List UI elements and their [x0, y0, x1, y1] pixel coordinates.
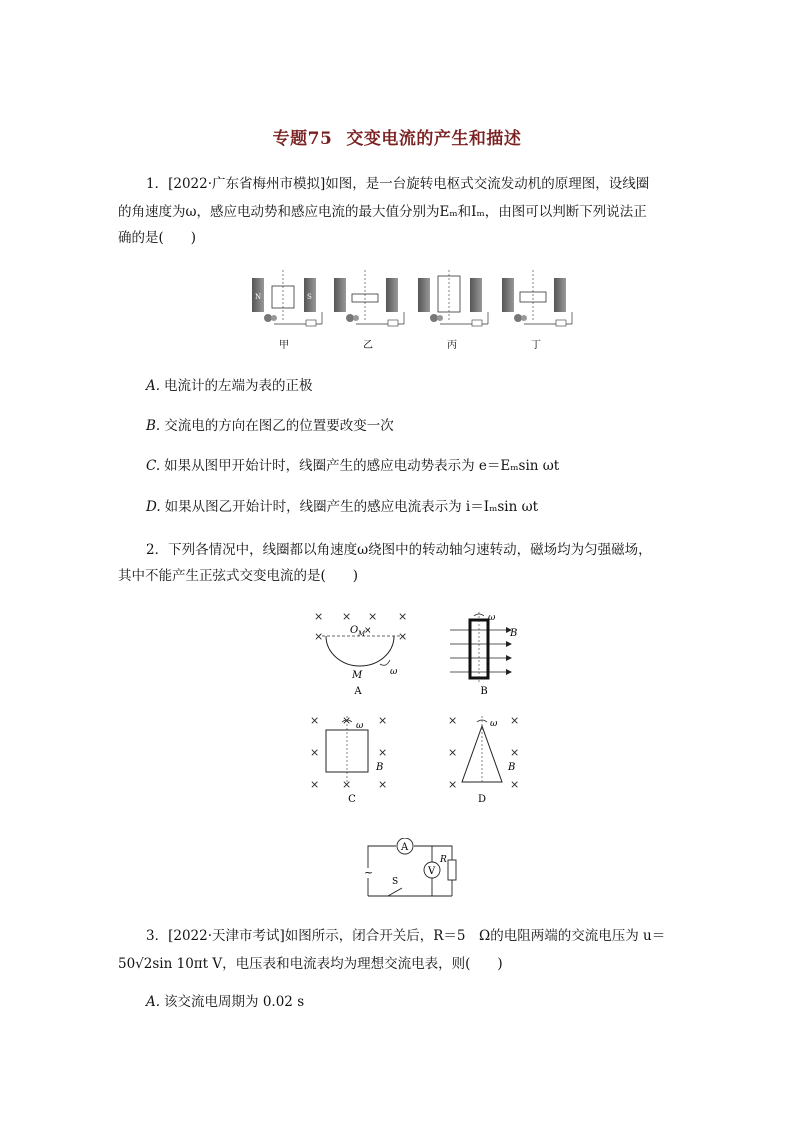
svg-text:×: ×: [364, 626, 372, 636]
q2-stem-line1: 2．下列各情况中，线圈都以角速度ω绕图中的转动轴匀速转动，磁场均为匀强磁场，: [146, 542, 652, 558]
q1-stem-line3: 确的是( ): [118, 230, 197, 246]
q2-figure-a: [306, 608, 418, 700]
fig-a-label: A: [354, 686, 362, 697]
title-text: 交变电流的产生和描述: [346, 129, 522, 149]
fig-label-bing: 丙: [447, 340, 457, 351]
svg-text:S: S: [307, 293, 312, 301]
generator-bing: [418, 270, 488, 326]
svg-text:M: M: [358, 630, 366, 638]
svg-text:×: ×: [314, 630, 324, 643]
title-number: 专题75: [272, 129, 333, 149]
svg-text:×: ×: [342, 610, 352, 623]
q2-figure-d: [444, 712, 528, 806]
svg-text:×: ×: [342, 778, 352, 791]
svg-text:×: ×: [510, 714, 520, 727]
q2-figure-b: [444, 608, 524, 700]
q1-generator-figure: [246, 266, 578, 354]
q2-figure-c: [306, 712, 398, 806]
fig-c-label: C: [348, 794, 356, 805]
fig-d-label: D: [477, 794, 487, 805]
svg-text:S: S: [392, 877, 399, 887]
svg-text:A: A: [401, 842, 409, 853]
q3-stem-line1: 3．[2022·天津市考试]如图所示，闭合开关后，R＝5 Ω的电阻两端的交流电压为 u＝: [146, 928, 666, 944]
q1-option-c: C. 如果从图甲开始计时，线圈产生的感应电动势表示为 e＝Eₘsin ωt: [146, 458, 560, 474]
svg-text:×: ×: [310, 778, 320, 791]
svg-text:R: R: [440, 855, 447, 865]
svg-text:ω: ω: [356, 721, 364, 731]
svg-text:×: ×: [448, 746, 458, 759]
svg-text:×: ×: [398, 630, 408, 643]
q3-circuit-figure: [360, 838, 464, 902]
q1-stem-line2: 的角速度为ω，感应电动势和感应电流的最大值分别为Eₘ和Iₘ，由图可以判断下列说法正: [118, 204, 647, 220]
generator-jia: [252, 270, 322, 326]
fig-label-jia: 甲: [279, 340, 289, 351]
svg-text:×: ×: [378, 714, 388, 727]
fig-b-label: B: [480, 686, 488, 697]
q3-stem-line2: 50√2sin 10πt V，电压表和电流表均为理想交流电表，则( ): [118, 956, 503, 972]
svg-text:×: ×: [368, 610, 378, 623]
svg-text:B: B: [376, 762, 384, 773]
q3-option-a: A. 该交流电周期为 0.02 s: [146, 994, 305, 1010]
svg-text:×: ×: [448, 778, 458, 791]
q1-stem-line1: 1．[2022·广东省梅州市模拟]如图，是一台旋转电枢式交流发动机的原理图，设线圈: [146, 176, 650, 192]
fig-label-ding: 丁: [531, 340, 541, 351]
generator-ding: [502, 270, 572, 326]
svg-text:ω: ω: [488, 613, 496, 623]
q2-stem-line2: 其中不能产生正弦式交变电流的是( ): [118, 568, 359, 584]
svg-text:ω: ω: [390, 667, 398, 677]
svg-text:V: V: [428, 866, 436, 877]
svg-text:×: ×: [314, 610, 324, 623]
svg-text:M: M: [352, 670, 363, 681]
svg-text:×: ×: [378, 746, 388, 759]
page-title: [0, 124, 794, 149]
svg-text:~: ~: [364, 866, 374, 879]
svg-text:×: ×: [510, 778, 520, 791]
svg-text:×: ×: [310, 746, 320, 759]
svg-text:×: ×: [448, 714, 458, 727]
svg-text:O: O: [350, 625, 359, 636]
svg-text:×: ×: [510, 746, 520, 759]
svg-text:×: ×: [342, 714, 352, 727]
svg-text:×: ×: [378, 778, 388, 791]
svg-text:×: ×: [398, 610, 408, 623]
fig-label-yi: 乙: [363, 340, 373, 351]
q1-option-d: D. 如果从图乙开始计时，线圈产生的感应电流表示为 i＝Iₘsin ωt: [146, 499, 539, 515]
svg-text:×: ×: [310, 714, 320, 727]
svg-text:N: N: [255, 293, 262, 301]
svg-text:B: B: [510, 628, 518, 639]
svg-text:ω: ω: [490, 719, 498, 729]
q1-option-b: B. 交流电的方向在图乙的位置要改变一次: [146, 418, 394, 434]
svg-text:B: B: [508, 762, 516, 773]
generator-yi: [334, 270, 404, 326]
q1-option-a: A. 电流计的左端为表的正极: [146, 378, 313, 394]
